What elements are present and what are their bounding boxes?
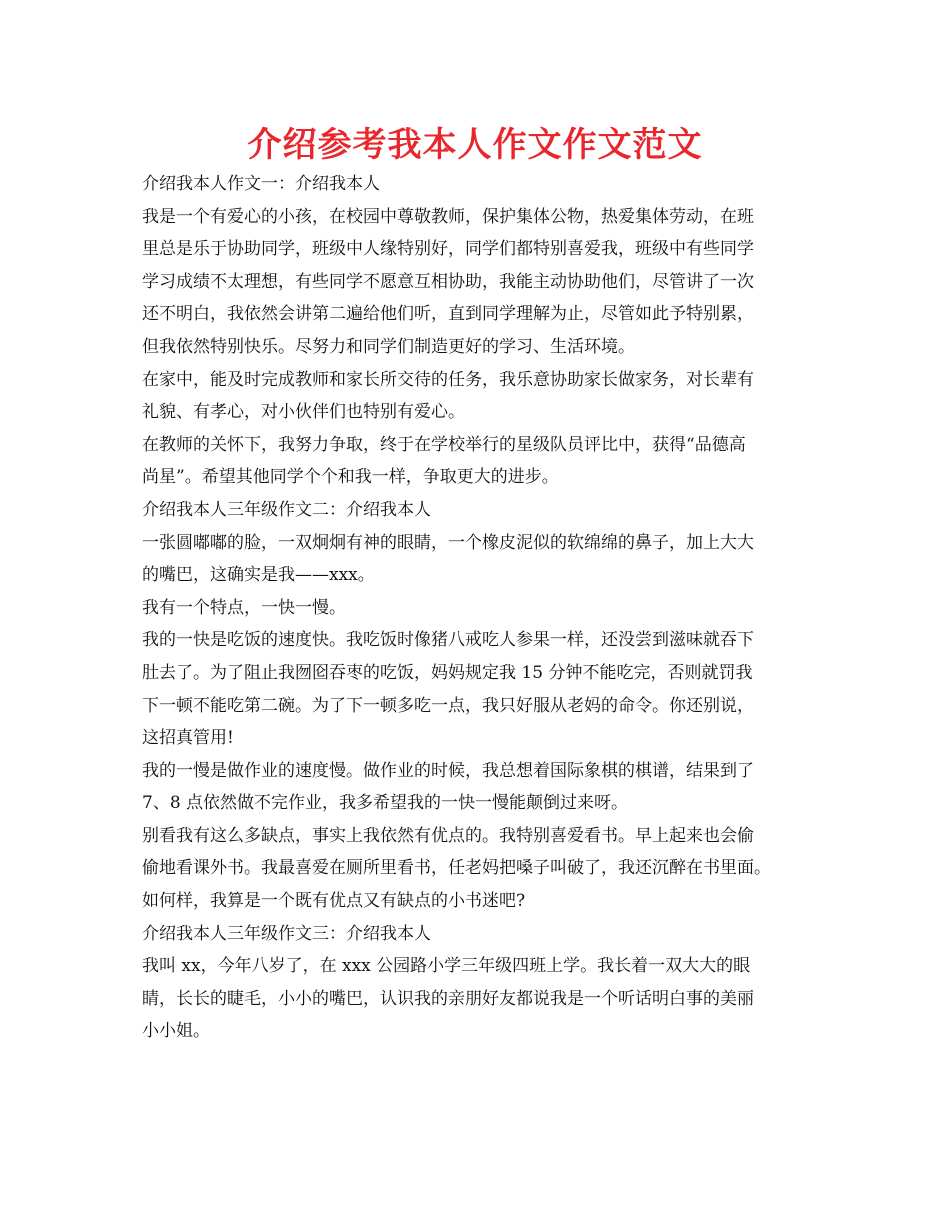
text-line: 这招真管用! [142,728,234,749]
text-line: 我的一快是吃饭的速度快。我吃饭时像猪八戒吃人参果一样，还没尝到滋味就吞下 [142,630,754,651]
text-line: 偷地看课外书。我最喜爱在厕所里看书，任老妈把嗓子叫破了，我还沉醉在书里面。 [142,858,771,879]
text-line: 尚星”。希望其他同学个个和我一样，争取更大的进步。 [142,467,559,488]
text-line: 礼貌、有孝心，对小伙伴们也特别有爱心。 [142,402,465,423]
text-line: 学习成绩不太理想，有些同学不愿意互相协助，我能主动协助他们，尽管讲了一次 [142,271,754,292]
text-line: 别看我有这么多缺点，事实上我依然有优点的。我特别喜爱看书。早上起来也会偷 [142,825,754,846]
text-line: 下一顿不能吃第二碗。为了下一顿多吃一点，我只好服从老妈的命令。你还别说， [142,695,754,716]
text-line: 一张圆嘟嘟的脸，一双炯炯有神的眼睛，一个橡皮泥似的软绵绵的鼻子，加上大大 [142,532,754,553]
text-line: 介绍我本人三年级作文二：介绍我本人 [142,499,431,520]
page-title: 介绍参考我本人作文作文范文 [247,125,703,165]
text-line: 睛，长长的睫毛，小小的嘴巴，认识我的亲朋好友都说我是一个听话明白事的美丽 [142,988,754,1009]
text-line: 但我依然特别快乐。尽努力和同学们制造更好的学习、生活环境。 [142,336,635,357]
text-line: 我叫 xx，今年八岁了，在 xxx 公园路小学三年级四班上学。我长着一双大大的眼 [142,956,751,977]
document-body [142,168,822,1048]
text-line: 的嘴巴，这确实是我——xxx。 [142,565,375,586]
text-line: 7、8 点依然做不完作业，我多希望我的一快一慢能颠倒过来呀。 [142,793,629,814]
text-line: 如何样，我算是一个既有优点又有缺点的小书迷吧? [142,891,526,912]
text-line: 在家中，能及时完成教师和家长所交待的任务，我乐意协助家长做家务，对长辈有 [142,369,754,390]
text-line: 我是一个有爱心的小孩，在校园中尊敬教师，保护集体公物，热爱集体劳动，在班 [142,206,754,227]
text-line: 介绍我本人三年级作文三：介绍我本人 [142,923,431,944]
text-line: 我有一个特点，一快一慢。 [142,597,346,618]
text-line: 介绍我本人作文一：介绍我本人 [142,174,380,194]
text-line: 小小姐。 [142,1021,210,1042]
text-line: 肚去了。为了阻止我囫囵吞枣的吃饭，妈妈规定我 15 分钟不能吃完，否则就罚我 [142,662,753,683]
text-line: 我的一慢是做作业的速度慢。做作业的时候，我总想着国际象棋的棋谱，结果到了 [142,760,754,781]
text-line: 还不明白，我依然会讲第二遍给他们听，直到同学理解为止，尽管如此予特别累， [142,304,754,325]
text-line: 里总是乐于协助同学，班级中人缘特别好，同学们都特别喜爱我，班级中有些同学 [142,239,754,260]
text-line: 在教师的关怀下，我努力争取，终于在学校举行的星级队员评比中，获得“品德高 [142,434,746,455]
